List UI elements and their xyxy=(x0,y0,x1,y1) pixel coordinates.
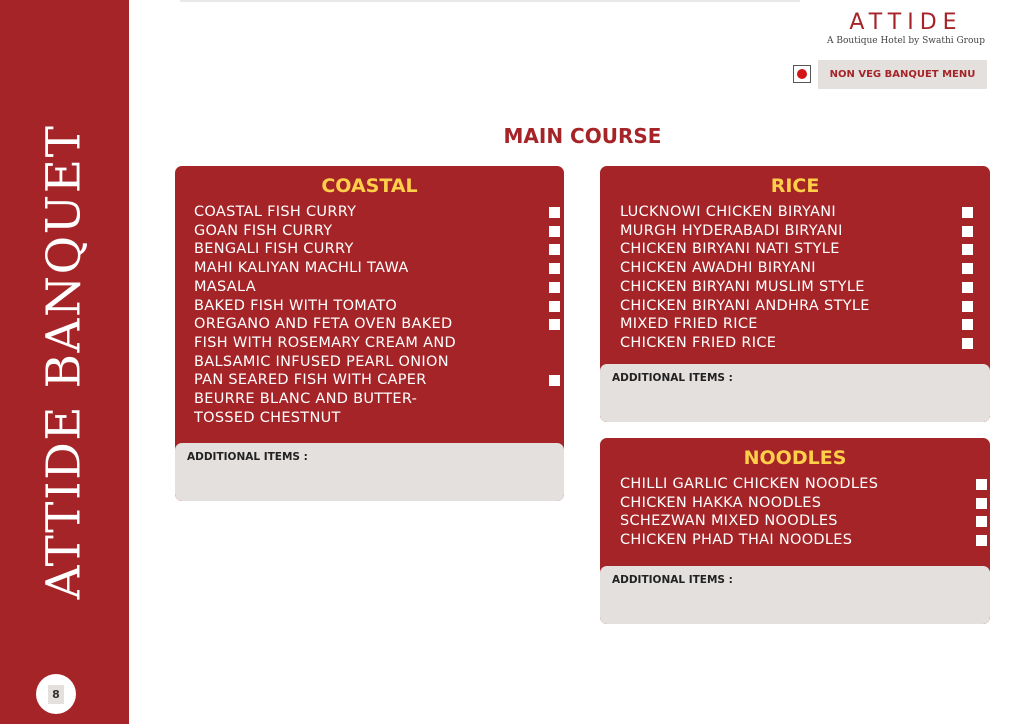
menu-item xyxy=(194,259,564,278)
menu-item-label: CHICKEN BIRYANI MUSLIM STYLE xyxy=(620,278,865,295)
menu-item-checkbox[interactable] xyxy=(962,207,973,218)
menu-item-label: MAHI KALIYAN MACHLI TAWA xyxy=(194,260,409,277)
menu-item xyxy=(620,531,990,550)
menu-item-label: CHILLI GARLIC CHICKEN NOODLES xyxy=(620,476,879,492)
menu-item xyxy=(620,297,990,316)
menu-item-checkbox[interactable] xyxy=(549,226,560,237)
section-title: RICE xyxy=(770,175,820,197)
menu-item-checkbox[interactable] xyxy=(962,338,973,349)
sidebar xyxy=(0,0,129,724)
menu-item-label: BEURRE BLANC AND BUTTER- xyxy=(194,391,418,408)
menu-item-checkbox[interactable] xyxy=(976,535,987,546)
menu-item-label: FISH WITH ROSEMARY CREAM AND xyxy=(194,334,456,351)
page-number: 8 xyxy=(48,685,64,704)
menu-item-checkbox[interactable] xyxy=(549,282,560,293)
menu-item xyxy=(620,203,990,222)
noodles-section xyxy=(600,438,990,624)
logo-tagline: A Boutique Hotel by Swathi Group xyxy=(827,36,985,46)
menu-item xyxy=(194,222,564,241)
menu-item-label: PAN SEARED FISH WITH CAPER xyxy=(194,372,427,389)
sidebar-title: ATTIDE BANQUET xyxy=(36,124,92,600)
menu-item-label: CHICKEN PHAD THAI NOODLES xyxy=(620,532,853,549)
page-title: MAIN COURSE xyxy=(503,124,662,148)
rice-section xyxy=(600,166,990,422)
menu-item-checkbox[interactable] xyxy=(549,244,560,255)
menu-item-checkbox[interactable] xyxy=(976,498,987,509)
top-divider xyxy=(180,0,800,2)
menu-item-label: MASALA xyxy=(194,278,256,295)
menu-item-label: TOSSED CHESTNUT xyxy=(194,409,341,426)
menu-type-label: NON VEG BANQUET MENU xyxy=(829,69,976,80)
menu-item-checkbox[interactable] xyxy=(962,244,973,255)
page-number-badge xyxy=(36,674,76,714)
menu-item xyxy=(194,297,564,316)
menu-item-label: MIXED FRIED RICE xyxy=(620,316,758,333)
menu-item-label: CHICKEN AWADHI BIRYANI xyxy=(620,260,816,277)
additional-items-label: ADDITIONAL ITEMS : xyxy=(612,574,733,586)
non-veg-symbol-icon xyxy=(793,65,811,83)
additional-items-panel[interactable] xyxy=(600,364,990,422)
menu-item xyxy=(620,315,990,334)
menu-item xyxy=(620,222,990,241)
menu-item-label: MURGH HYDERABADI BIRYANI xyxy=(620,222,843,239)
menu-item-label: CHICKEN BIRYANI ANDHRA STYLE xyxy=(620,297,870,314)
menu-item xyxy=(620,512,990,531)
menu-item-checkbox[interactable] xyxy=(962,301,973,312)
additional-items-panel[interactable] xyxy=(600,566,990,624)
menu-item-checkbox[interactable] xyxy=(976,479,987,490)
menu-item-checkbox[interactable] xyxy=(549,301,560,312)
menu-item-label: BALSAMIC INFUSED PEARL ONION xyxy=(194,353,449,370)
additional-items-label: ADDITIONAL ITEMS : xyxy=(187,451,308,463)
menu-item xyxy=(194,371,564,427)
logo-wordmark: ATTIDE xyxy=(849,10,963,35)
menu-item xyxy=(620,278,990,297)
menu-item-checkbox[interactable] xyxy=(549,375,560,386)
menu-item-list xyxy=(600,203,990,353)
menu-item-label: CHICKEN HAKKA NOODLES xyxy=(620,494,822,511)
menu-item xyxy=(194,240,564,259)
menu-item xyxy=(620,240,990,259)
menu-item-checkbox[interactable] xyxy=(962,226,973,237)
menu-item-label: BENGALI FISH CURRY xyxy=(194,241,354,258)
menu-item-label: SCHEZWAN MIXED NOODLES xyxy=(620,513,838,530)
menu-type-tag xyxy=(818,60,987,89)
section-title: COASTAL xyxy=(321,175,418,197)
menu-item xyxy=(620,259,990,278)
menu-item-checkbox[interactable] xyxy=(549,319,560,330)
menu-item-list xyxy=(600,475,990,550)
menu-item xyxy=(620,475,990,494)
coastal-section xyxy=(175,166,564,501)
menu-item-checkbox[interactable] xyxy=(962,263,973,274)
menu-item-label: CHICKEN BIRYANI NATI STYLE xyxy=(620,241,840,258)
menu-item-label: CHICKEN FRIED RICE xyxy=(620,334,777,351)
menu-item xyxy=(194,203,564,222)
additional-items-panel[interactable] xyxy=(175,443,564,501)
menu-item xyxy=(620,494,990,513)
section-title: NOODLES xyxy=(743,447,847,469)
menu-item-label: GOAN FISH CURRY xyxy=(194,222,333,239)
menu-item-checkbox[interactable] xyxy=(549,263,560,274)
menu-item-label: BAKED FISH WITH TOMATO xyxy=(194,297,398,314)
menu-item xyxy=(620,334,990,353)
menu-item-checkbox[interactable] xyxy=(962,319,973,330)
menu-item-label: LUCKNOWI CHICKEN BIRYANI xyxy=(620,204,836,220)
menu-item-list xyxy=(175,203,564,427)
hotel-logo xyxy=(826,10,986,46)
menu-item-checkbox[interactable] xyxy=(962,282,973,293)
menu-item-label: OREGANO AND FETA OVEN BAKED xyxy=(194,316,453,333)
menu-item-checkbox[interactable] xyxy=(549,207,560,218)
menu-item xyxy=(194,278,564,297)
menu-item xyxy=(194,315,564,371)
menu-item-checkbox[interactable] xyxy=(976,516,987,527)
additional-items-label: ADDITIONAL ITEMS : xyxy=(612,372,733,384)
menu-item-label: COASTAL FISH CURRY xyxy=(194,204,357,220)
